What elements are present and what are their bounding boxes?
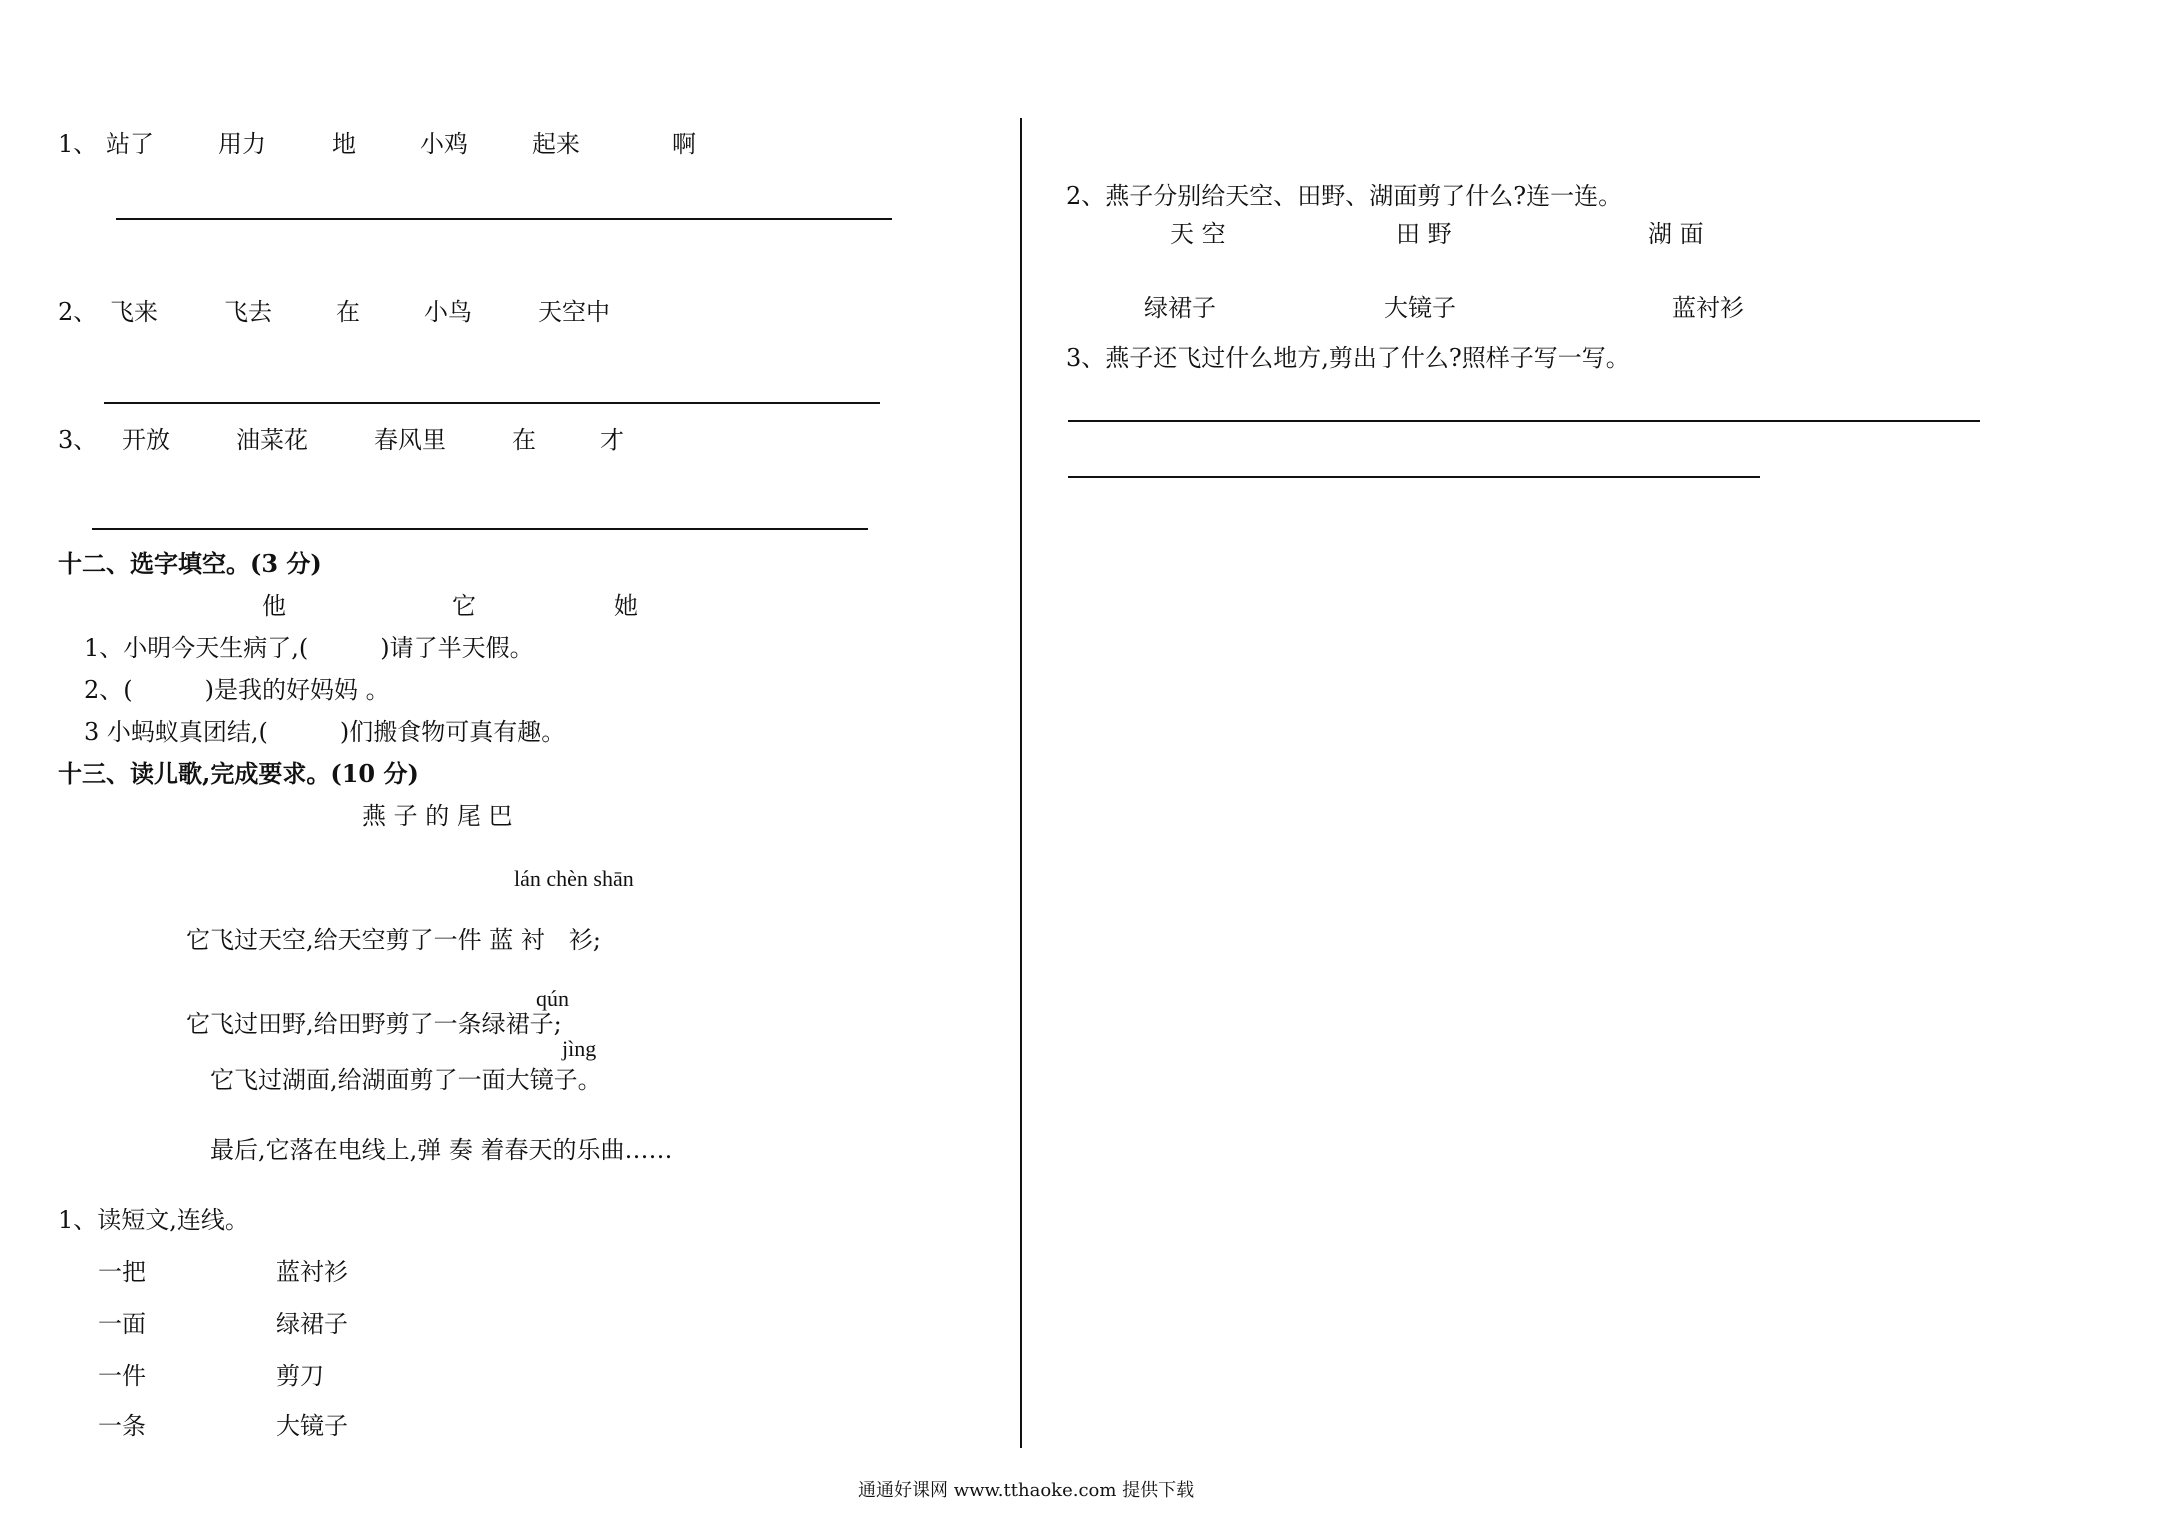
poem-line: 它飞过湖面,给湖面剪了一面大镜子。 <box>210 1066 602 1094</box>
poem-line: 它飞过天空,给天空剪了一件 蓝 衬 衫; <box>186 926 601 954</box>
pinyin-annotation: qún <box>536 986 569 1011</box>
poem-line: 最后,它落在电线上,弹 奏 着春天的乐曲…… <box>210 1136 673 1164</box>
question-2: 2、燕子分别给天空、田野、湖面剪了什么?连一连。 <box>1066 182 1623 210</box>
choice: 他 <box>262 592 286 620</box>
poem-title: 燕 子 的 尾 巴 <box>362 802 513 830</box>
item-label[interactable]: 蓝衬衫 <box>1672 294 1744 322</box>
word: 春风里 <box>374 426 446 454</box>
match-left[interactable]: 一件 <box>98 1362 146 1390</box>
word: 才 <box>600 426 624 454</box>
place-label[interactable]: 天 空 <box>1170 220 1226 248</box>
match-left[interactable]: 一把 <box>98 1258 146 1286</box>
reorder-2-number: 2、 <box>58 298 98 326</box>
question-1: 1、读短文,连线。 <box>58 1206 249 1234</box>
word: 小鸡 <box>420 130 468 158</box>
pinyin-annotation: lán chèn shān <box>514 866 634 891</box>
match-left[interactable]: 一条 <box>98 1412 146 1440</box>
reorder-1-number: 1、 <box>58 130 98 158</box>
pinyin-annotation: jìng <box>562 1036 597 1061</box>
question-3: 3、燕子还飞过什么地方,剪出了什么?照样子写一写。 <box>1066 344 1630 372</box>
word: 站了 <box>106 130 154 158</box>
match-right[interactable]: 大镜子 <box>276 1412 348 1440</box>
answer-line[interactable] <box>92 528 868 530</box>
word: 起来 <box>532 130 580 158</box>
place-label[interactable]: 田 野 <box>1396 220 1452 248</box>
answer-line[interactable] <box>104 402 880 404</box>
word: 在 <box>336 298 360 326</box>
match-left[interactable]: 一面 <box>98 1310 146 1338</box>
word: 飞来 <box>110 298 158 326</box>
fill-item[interactable]: 1、小明今天生病了,( )请了半天假。 <box>84 634 534 662</box>
answer-line[interactable] <box>1068 420 1980 422</box>
fill-item[interactable]: 3 小蚂蚁真团结,( )们搬食物可真有趣。 <box>84 718 566 746</box>
poem-line: 它飞过田野,给田野剪了一条绿裙子; <box>186 1010 562 1038</box>
word: 地 <box>332 130 356 158</box>
word: 开放 <box>122 426 170 454</box>
word: 在 <box>512 426 536 454</box>
section-12-title: 十二、选字填空。(3 分) <box>58 549 322 578</box>
match-right[interactable]: 蓝衬衫 <box>276 1258 348 1286</box>
word: 油菜花 <box>236 426 308 454</box>
footer-text: 通通好课网 www.tthaoke.com 提供下载 <box>858 1480 1195 1501</box>
word: 用力 <box>218 130 266 158</box>
reorder-3-number: 3、 <box>58 426 98 454</box>
place-label[interactable]: 湖 面 <box>1648 220 1704 248</box>
match-right[interactable]: 剪刀 <box>276 1362 324 1390</box>
answer-line[interactable] <box>116 218 892 220</box>
word: 啊 <box>672 130 696 158</box>
column-divider <box>1020 118 1022 1448</box>
choice: 她 <box>614 592 638 620</box>
match-right[interactable]: 绿裙子 <box>276 1310 348 1338</box>
item-label[interactable]: 大镜子 <box>1384 294 1456 322</box>
choice: 它 <box>452 592 476 620</box>
word: 飞去 <box>224 298 272 326</box>
section-13-title: 十三、读儿歌,完成要求。(10 分) <box>58 759 419 788</box>
answer-line[interactable] <box>1068 476 1760 478</box>
item-label[interactable]: 绿裙子 <box>1144 294 1216 322</box>
word: 天空中 <box>538 298 610 326</box>
fill-item[interactable]: 2、( )是我的好妈妈 。 <box>84 676 390 704</box>
word: 小鸟 <box>424 298 472 326</box>
